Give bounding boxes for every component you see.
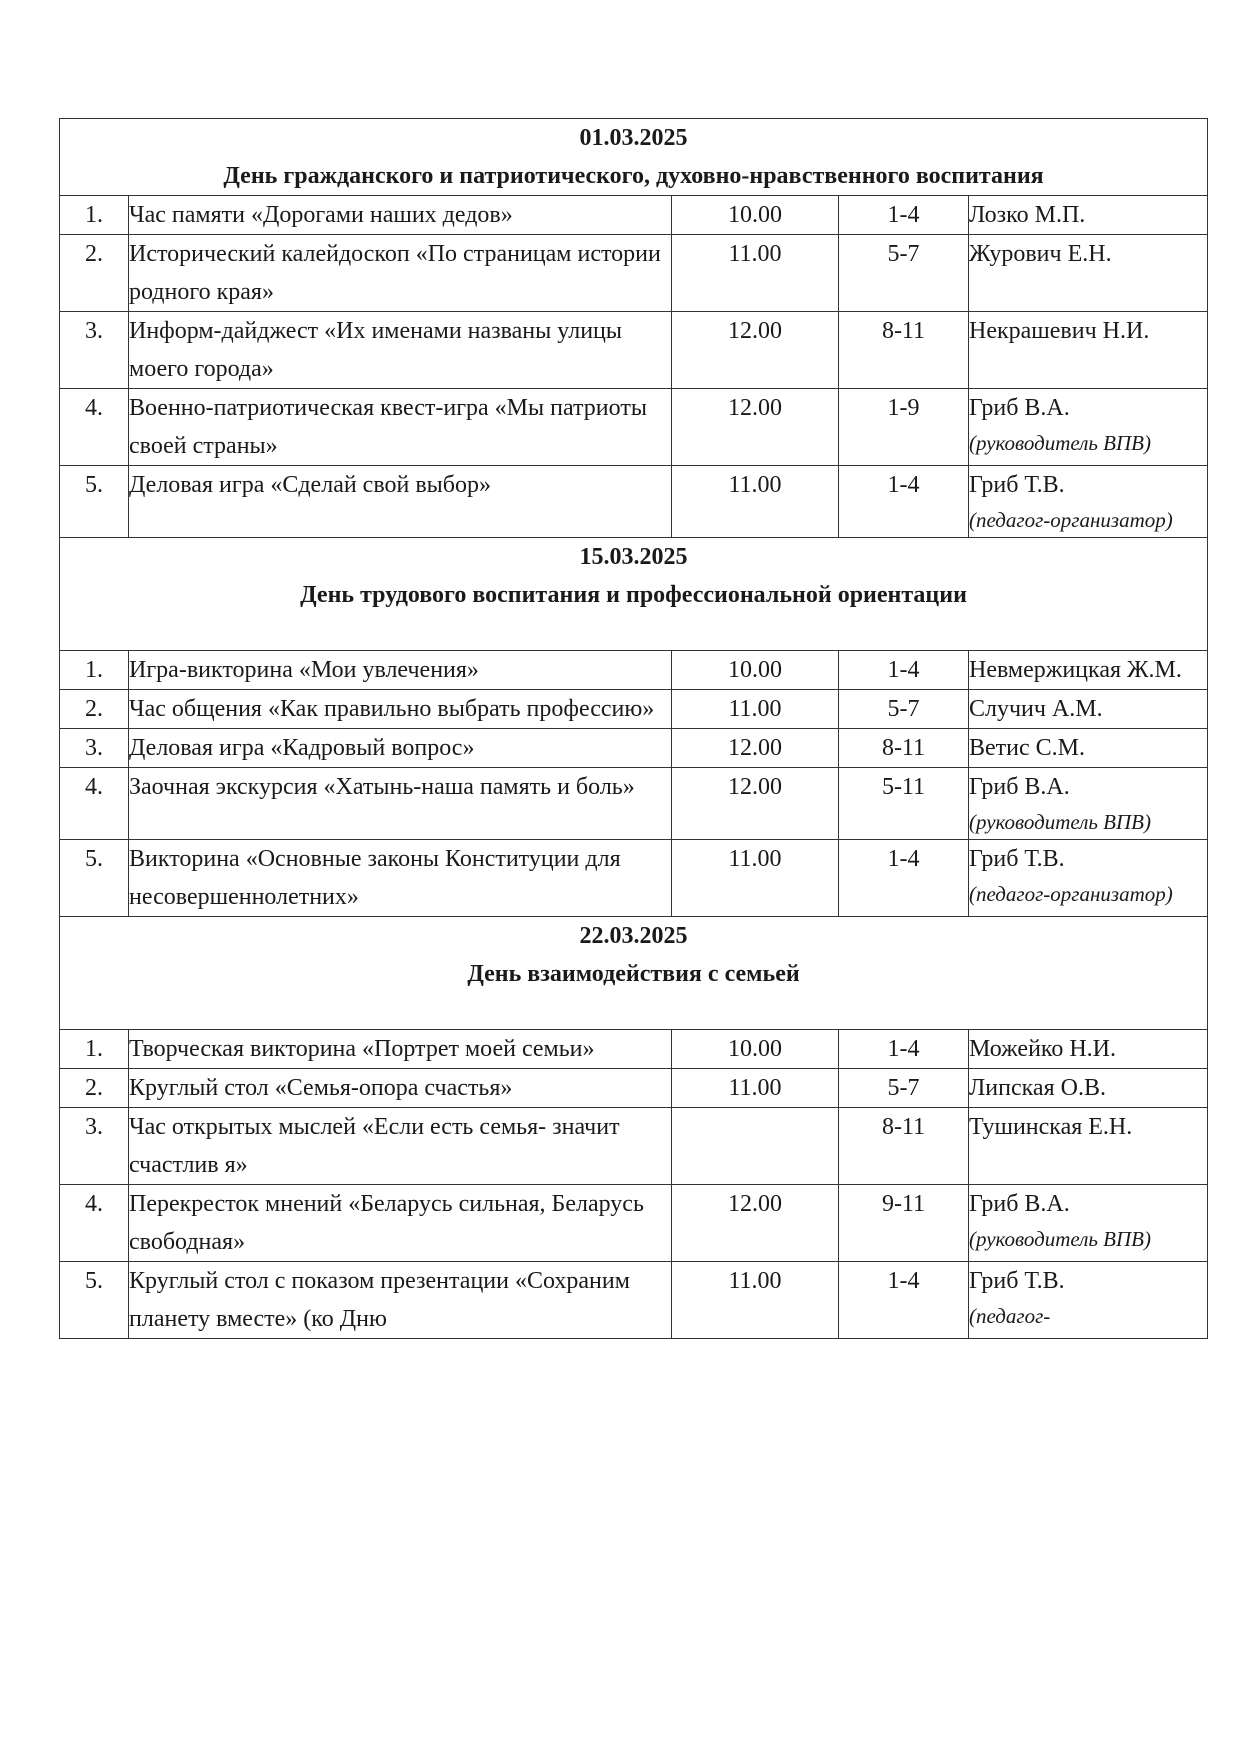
responsible-role: (педагог-организатор)	[969, 882, 1173, 906]
event-time: 12.00	[672, 389, 839, 466]
section-header	[60, 119, 1208, 196]
section-title: День гражданского и патриотического, духовно-нравственного воспитания	[223, 163, 1044, 189]
table-row	[60, 466, 1208, 538]
event-time: 10.00	[672, 196, 839, 235]
responsible-cell	[969, 729, 1208, 768]
section-header-row	[60, 538, 1208, 651]
row-number: 5.	[60, 1262, 129, 1339]
event-name: Час общения «Как правильно выбрать профессию»	[129, 690, 672, 729]
event-grades: 1-9	[839, 389, 969, 466]
table-row	[60, 1185, 1208, 1262]
event-grades: 1-4	[839, 466, 969, 538]
responsible-role: (руководитель ВПВ)	[969, 1227, 1151, 1251]
row-number: 4.	[60, 1185, 129, 1262]
responsible-cell	[969, 1185, 1208, 1262]
row-number: 2.	[60, 690, 129, 729]
event-grades: 5-7	[839, 1069, 969, 1108]
responsible-name: Гриб В.А.	[969, 774, 1070, 800]
row-number: 5.	[60, 466, 129, 538]
event-name: Деловая игра «Сделай свой выбор»	[129, 466, 672, 538]
responsible-role: (руководитель ВПВ)	[969, 431, 1151, 455]
event-time: 10.00	[672, 1030, 839, 1069]
event-grades: 1-4	[839, 1030, 969, 1069]
event-grades: 8-11	[839, 312, 969, 389]
section-date: 01.03.2025	[579, 125, 688, 151]
responsible-name: Тушинская Е.Н.	[969, 1114, 1133, 1140]
event-time: 12.00	[672, 768, 839, 840]
responsible-name: Случич А.М.	[969, 696, 1103, 722]
responsible-name: Гриб В.А.	[969, 1191, 1070, 1217]
responsible-role: (педагог-организатор)	[969, 508, 1173, 532]
table-row	[60, 1262, 1208, 1339]
responsible-cell	[969, 651, 1208, 690]
event-time: 11.00	[672, 690, 839, 729]
responsible-name: Журович Е.Н.	[969, 241, 1112, 267]
event-name: Творческая викторина «Портрет моей семьи»	[129, 1030, 672, 1069]
responsible-name: Некрашевич Н.И.	[969, 318, 1150, 344]
event-grades: 5-7	[839, 690, 969, 729]
table-row	[60, 651, 1208, 690]
row-number: 2.	[60, 235, 129, 312]
responsible-cell	[969, 1262, 1208, 1339]
responsible-name: Гриб Т.В.	[969, 472, 1065, 498]
event-name: Викторина «Основные законы Конституции для несовершеннолетних»	[129, 840, 672, 917]
responsible-name: Липская О.В.	[969, 1075, 1106, 1101]
section-title: День трудового воспитания и профессиональной ориентации	[300, 582, 967, 608]
event-time: 11.00	[672, 1262, 839, 1339]
responsible-name: Гриб В.А.	[969, 395, 1070, 421]
row-number: 5.	[60, 840, 129, 917]
event-grades: 1-4	[839, 1262, 969, 1339]
event-name: Круглый стол с показом презентации «Сохраним планету вместе» (ко Дню	[129, 1262, 672, 1339]
responsible-name: Ветис С.М.	[969, 735, 1085, 761]
responsible-name: Можейко Н.И.	[969, 1036, 1117, 1062]
event-grades: 5-7	[839, 235, 969, 312]
table-row	[60, 840, 1208, 917]
responsible-cell	[969, 690, 1208, 729]
row-number: 4.	[60, 389, 129, 466]
responsible-name: Гриб Т.В.	[969, 846, 1065, 872]
table-row	[60, 1108, 1208, 1185]
responsible-cell	[969, 466, 1208, 538]
table-row	[60, 389, 1208, 466]
event-time: 11.00	[672, 235, 839, 312]
event-time: 11.00	[672, 1069, 839, 1108]
row-number: 1.	[60, 196, 129, 235]
event-name: Исторический калейдоскоп «По страницам истории родного края»	[129, 235, 672, 312]
section-header-row	[60, 917, 1208, 1030]
row-number: 1.	[60, 1030, 129, 1069]
table-row	[60, 690, 1208, 729]
responsible-cell	[969, 235, 1208, 312]
event-time: 11.00	[672, 840, 839, 917]
row-number: 4.	[60, 768, 129, 840]
event-name: Заочная экскурсия «Хатынь-наша память и боль»	[129, 768, 672, 840]
section-header	[60, 538, 1208, 651]
event-name: Час открытых мыслей «Если есть семья- значит счастлив я»	[129, 1108, 672, 1185]
responsible-role: (руководитель ВПВ)	[969, 810, 1151, 834]
event-plan-body	[60, 119, 1208, 1339]
row-number: 2.	[60, 1069, 129, 1108]
event-name: Перекресток мнений «Беларусь сильная, Беларусь свободная»	[129, 1185, 672, 1262]
responsible-cell	[969, 1108, 1208, 1185]
table-row	[60, 196, 1208, 235]
event-name: Игра-викторина «Мои увлечения»	[129, 651, 672, 690]
event-time: 12.00	[672, 729, 839, 768]
responsible-cell	[969, 312, 1208, 389]
event-grades: 8-11	[839, 729, 969, 768]
event-time: 12.00	[672, 1185, 839, 1262]
row-number: 1.	[60, 651, 129, 690]
event-plan-table	[59, 118, 1208, 1339]
responsible-cell	[969, 840, 1208, 917]
event-name: Информ-дайджест «Их именами названы улицы моего города»	[129, 312, 672, 389]
section-header	[60, 917, 1208, 1030]
responsible-cell	[969, 768, 1208, 840]
table-row	[60, 1069, 1208, 1108]
table-row	[60, 235, 1208, 312]
responsible-cell	[969, 389, 1208, 466]
row-number: 3.	[60, 1108, 129, 1185]
event-grades: 8-11	[839, 1108, 969, 1185]
responsible-role: (педагог-	[969, 1304, 1051, 1328]
responsible-name: Лозко М.П.	[969, 202, 1086, 228]
event-name: Военно-патриотическая квест-игра «Мы патриоты своей страны»	[129, 389, 672, 466]
event-name: Деловая игра «Кадровый вопрос»	[129, 729, 672, 768]
section-title: День взаимодействия с семьей	[467, 961, 800, 987]
event-grades: 1-4	[839, 651, 969, 690]
event-grades: 5-11	[839, 768, 969, 840]
section-header-row	[60, 119, 1208, 196]
table-row	[60, 729, 1208, 768]
table-row	[60, 1030, 1208, 1069]
event-name: Круглый стол «Семья-опора счастья»	[129, 1069, 672, 1108]
event-grades: 9-11	[839, 1185, 969, 1262]
event-name: Час памяти «Дорогами наших дедов»	[129, 196, 672, 235]
responsible-name: Невмержицкая Ж.М.	[969, 657, 1182, 683]
responsible-cell	[969, 196, 1208, 235]
row-number: 3.	[60, 729, 129, 768]
event-time: 10.00	[672, 651, 839, 690]
responsible-cell	[969, 1030, 1208, 1069]
section-date: 15.03.2025	[579, 544, 688, 570]
event-time: 12.00	[672, 312, 839, 389]
section-date: 22.03.2025	[579, 923, 688, 949]
event-grades: 1-4	[839, 840, 969, 917]
table-row	[60, 312, 1208, 389]
event-time: 11.00	[672, 466, 839, 538]
table-row	[60, 768, 1208, 840]
row-number: 3.	[60, 312, 129, 389]
responsible-name: Гриб Т.В.	[969, 1268, 1065, 1294]
responsible-cell	[969, 1069, 1208, 1108]
event-time	[672, 1108, 839, 1185]
event-grades: 1-4	[839, 196, 969, 235]
